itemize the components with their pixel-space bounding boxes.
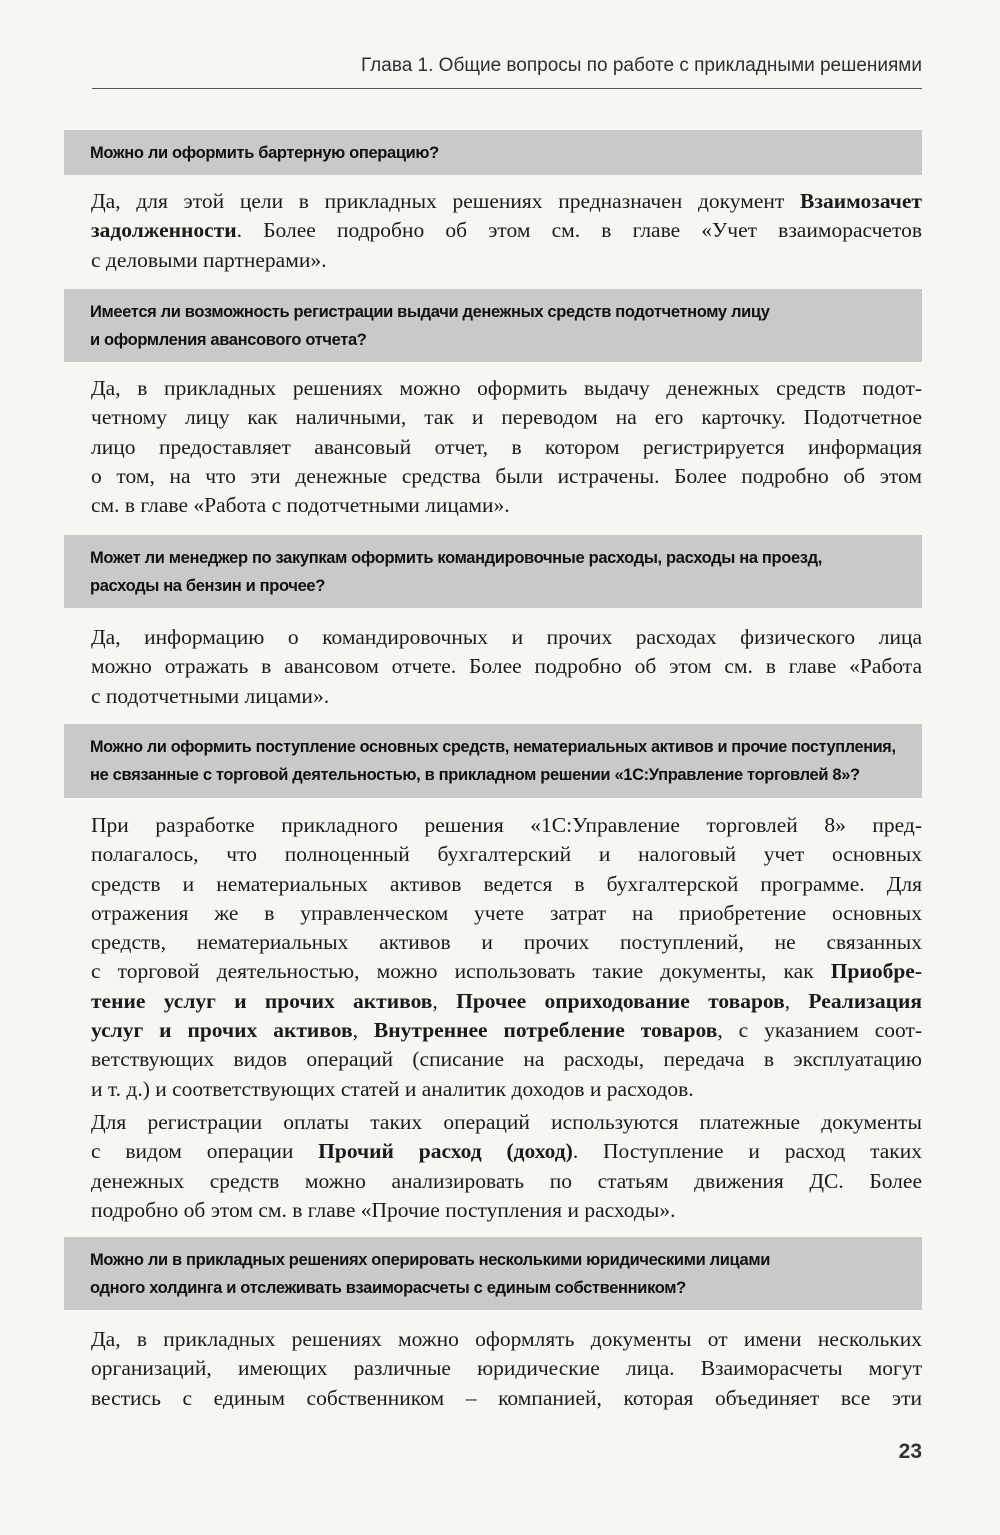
text-line: с деловыми партнерами». bbox=[91, 247, 327, 272]
text-line: организаций, имеющих различные юридические лица. Взаиморасчеты могут bbox=[91, 1356, 922, 1381]
question-box bbox=[64, 1237, 922, 1310]
text-line: тение услуг и прочих активов, Прочее оприходование товаров, Реализация bbox=[91, 988, 923, 1013]
bold-term: Прочее оприходование товаров bbox=[456, 988, 785, 1013]
text-line: с подотчетными лицами». bbox=[91, 683, 330, 708]
question-line: Имеется ли возможность регистрации выдачи денежных средств подотчетному лицу bbox=[90, 302, 770, 321]
question-line: Можно ли в прикладных решениях оперировать несколькими юридическими лицами bbox=[90, 1250, 771, 1269]
question-box bbox=[64, 535, 922, 608]
header-rule bbox=[92, 88, 922, 89]
text-line: Да, информацию о командировочных и прочих расходах физического лица bbox=[91, 625, 922, 649]
text-line: о том, на что эти денежные средства были истрачены. Более подробно об этом bbox=[91, 463, 922, 488]
question-line: Можно ли оформить поступление основных средств, нематериальных активов и прочие поступления, bbox=[90, 738, 896, 756]
text-line: с торговой деятельностью, можно использовать такие документы, как Приобре- bbox=[91, 959, 922, 984]
bold-term: задолженности bbox=[91, 218, 237, 243]
text-line: Да, в прикладных решениях можно оформлять документы от имени нескольких bbox=[91, 1327, 922, 1351]
page-number: 23 bbox=[898, 1440, 922, 1463]
text-line: отражения же в управленческом учете затрат на приобретение основных bbox=[91, 900, 922, 925]
answer-paragraph bbox=[91, 1108, 922, 1225]
text-line: и т. д.) и соответствующих статей и аналитик доходов и расходов. bbox=[91, 1076, 694, 1101]
question-line: Может ли менеджер по закупкам оформить командировочные расходы, расходы на проезд, bbox=[90, 548, 823, 567]
question-line: и оформления авансового отчета? bbox=[90, 330, 367, 349]
bold-term: Взаимозачет bbox=[800, 189, 922, 213]
text-line: лицо предоставляет авансовый отчет, в котором регистрируется информация bbox=[91, 434, 922, 459]
text-line: Да, для этой цели в прикладных решениях предназначен документ Взаимозачет bbox=[91, 189, 922, 213]
text-line: с видом операции Прочий расход (доход). Поступление и расход таких bbox=[91, 1139, 922, 1164]
bold-term: Реализация bbox=[808, 988, 923, 1013]
text-line: можно отражать в авансовом отчете. Более подробно об этом см. в главе «Работа bbox=[91, 654, 922, 679]
text-line: Да, в прикладных решениях можно оформить выдачу денежных средств подот- bbox=[91, 376, 922, 400]
text-line: ветствующих видов операций (списание на расходы, передача в эксплуатацию bbox=[91, 1047, 922, 1072]
question-line: Можно ли оформить бартерную операцию? bbox=[90, 143, 439, 162]
text-line: При разработке прикладного решения «1С:Управление торговлей 8» пред- bbox=[91, 813, 922, 837]
question-line: одного холдинга и отслеживать взаиморасчеты с единым собственником? bbox=[90, 1278, 686, 1297]
text-line: подробно об этом см. в главе «Прочие поступления и расходы». bbox=[91, 1197, 676, 1222]
bold-term: Приобре- bbox=[830, 959, 922, 984]
text-line: вестись с единым собственником – компанией, которая объединяет все эти bbox=[91, 1385, 922, 1410]
answer-paragraph bbox=[91, 187, 922, 275]
text-line: четному лицу как наличными, так и переводом на его карточку. Подотчетное bbox=[91, 405, 922, 430]
text-line: средств и нематериальных активов ведется в бухгалтерской программе. Для bbox=[91, 871, 922, 896]
answer-paragraph bbox=[91, 811, 922, 1104]
question-box bbox=[64, 289, 922, 362]
text-line: денежных средств можно анализировать по статьям движения ДС. Более bbox=[91, 1168, 922, 1193]
answer-paragraph bbox=[91, 623, 922, 711]
text-line: услуг и прочих активов, Внутреннее потребление товаров, с указанием соот- bbox=[91, 1018, 923, 1043]
running-header: Глава 1. Общие вопросы по работе с прикладными решениями bbox=[360, 55, 922, 76]
bold-term: услуг и прочих активов bbox=[91, 1018, 353, 1043]
question-line: расходы на бензин и прочее? bbox=[90, 576, 325, 595]
answer-paragraph bbox=[91, 1325, 922, 1413]
bold-term: тение услуг и прочих активов bbox=[91, 988, 433, 1013]
text-line: средств, нематериальных активов и прочих поступлений, не связанных bbox=[91, 930, 922, 955]
bold-term: Прочий расход (доход) bbox=[318, 1139, 573, 1164]
question-box bbox=[64, 724, 922, 798]
bold-term: Внутреннее потребление товаров bbox=[373, 1018, 718, 1043]
text-line: полагалось, что полноценный бухгалтерский и налоговый учет основных bbox=[91, 842, 922, 867]
answer-paragraph bbox=[91, 374, 922, 520]
text-line: задолженности. Более подробно об этом см. в главе «Учет взаиморасчетов bbox=[91, 218, 922, 243]
question-box bbox=[64, 130, 922, 175]
text-line: см. в главе «Работа с подотчетными лицами». bbox=[91, 493, 510, 518]
text-line: Для регистрации оплаты таких операций используются платежные документы bbox=[91, 1110, 922, 1134]
question-line: не связанные с торговой деятельностью, в прикладном решении «1С:Управление торговлей 8»? bbox=[90, 766, 860, 784]
